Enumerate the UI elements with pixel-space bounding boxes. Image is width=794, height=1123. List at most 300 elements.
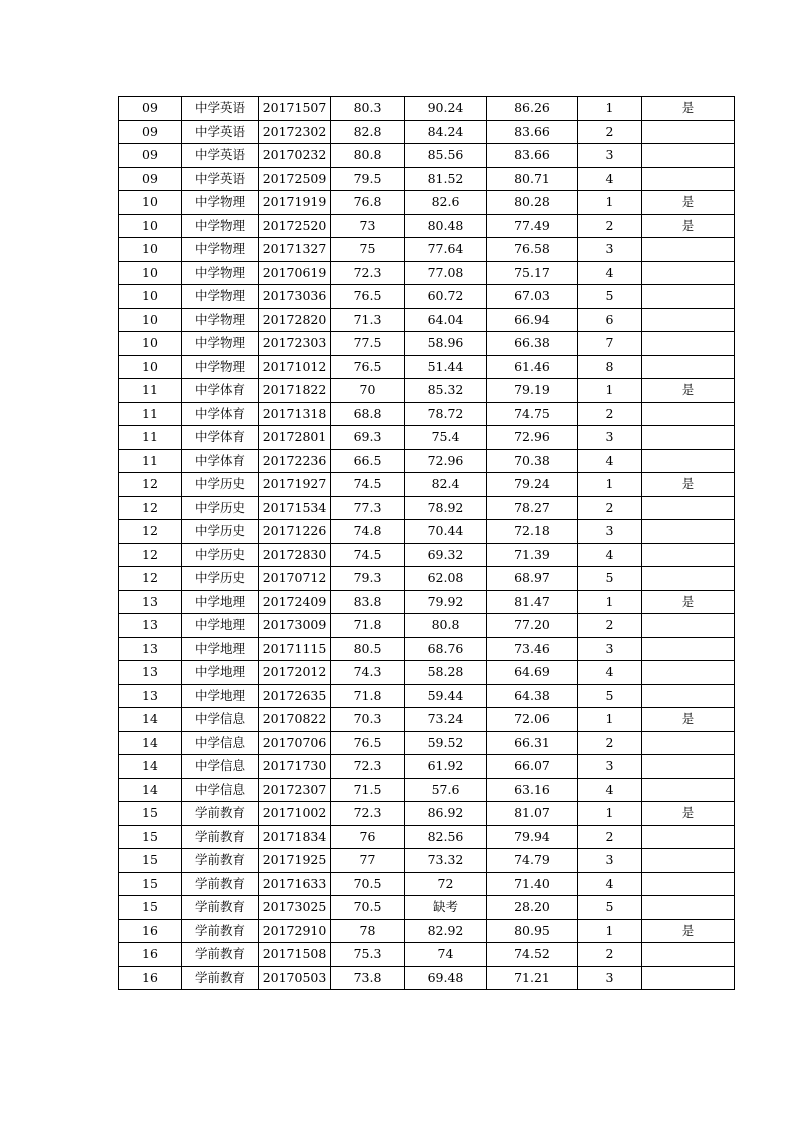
total-score-cell: 71.39 — [487, 543, 578, 567]
rank-cell: 1 — [578, 97, 642, 121]
interview-score-cell: 68.76 — [405, 637, 487, 661]
table-row — [119, 825, 735, 849]
total-score-cell: 79.94 — [487, 825, 578, 849]
position-code-cell: 10 — [119, 238, 182, 262]
rank-cell: 1 — [578, 590, 642, 614]
position-code-cell: 15 — [119, 825, 182, 849]
table-row — [119, 426, 735, 450]
written-score-cell: 76.5 — [331, 355, 405, 379]
total-score-cell: 81.47 — [487, 590, 578, 614]
qualified-cell — [642, 543, 735, 567]
total-score-cell: 66.38 — [487, 332, 578, 356]
position-code-cell: 15 — [119, 849, 182, 873]
interview-score-cell: 82.4 — [405, 473, 487, 497]
interview-score-cell: 79.92 — [405, 590, 487, 614]
rank-cell: 4 — [578, 872, 642, 896]
position-code-cell: 11 — [119, 426, 182, 450]
interview-score-cell: 51.44 — [405, 355, 487, 379]
rank-cell: 1 — [578, 919, 642, 943]
interview-score-cell: 72 — [405, 872, 487, 896]
total-score-cell: 68.97 — [487, 567, 578, 591]
table-row — [119, 778, 735, 802]
table-row — [119, 919, 735, 943]
qualified-cell — [642, 896, 735, 920]
position-code-cell: 09 — [119, 144, 182, 168]
candidate-id-cell: 20173009 — [259, 614, 331, 638]
interview-score-cell: 82.92 — [405, 919, 487, 943]
total-score-cell: 74.52 — [487, 943, 578, 967]
position-code-cell: 15 — [119, 802, 182, 826]
table-row — [119, 896, 735, 920]
subject-cell: 中学物理 — [182, 261, 259, 285]
table-row — [119, 167, 735, 191]
written-score-cell: 80.8 — [331, 144, 405, 168]
position-code-cell: 10 — [119, 214, 182, 238]
interview-score-cell: 82.6 — [405, 191, 487, 215]
interview-score-cell: 82.56 — [405, 825, 487, 849]
candidate-id-cell: 20172801 — [259, 426, 331, 450]
subject-cell: 中学信息 — [182, 731, 259, 755]
position-code-cell: 16 — [119, 966, 182, 990]
written-score-cell: 70.3 — [331, 708, 405, 732]
position-code-cell: 13 — [119, 637, 182, 661]
position-code-cell: 15 — [119, 872, 182, 896]
total-score-cell: 66.07 — [487, 755, 578, 779]
rank-cell: 4 — [578, 778, 642, 802]
interview-score-cell: 77.64 — [405, 238, 487, 262]
candidate-id-cell: 20171834 — [259, 825, 331, 849]
subject-cell: 中学信息 — [182, 755, 259, 779]
rank-cell: 2 — [578, 825, 642, 849]
candidate-id-cell: 20171534 — [259, 496, 331, 520]
subject-cell: 中学物理 — [182, 355, 259, 379]
qualified-cell — [642, 778, 735, 802]
table-row — [119, 402, 735, 426]
interview-score-cell: 64.04 — [405, 308, 487, 332]
candidate-id-cell: 20172820 — [259, 308, 331, 332]
rank-cell: 5 — [578, 896, 642, 920]
written-score-cell: 75 — [331, 238, 405, 262]
total-score-cell: 67.03 — [487, 285, 578, 309]
rank-cell: 2 — [578, 402, 642, 426]
interview-score-cell: 90.24 — [405, 97, 487, 121]
position-code-cell: 14 — [119, 755, 182, 779]
qualified-cell — [642, 449, 735, 473]
position-code-cell: 11 — [119, 402, 182, 426]
interview-score-cell: 85.56 — [405, 144, 487, 168]
qualified-cell: 是 — [642, 379, 735, 403]
subject-cell: 学前教育 — [182, 872, 259, 896]
total-score-cell: 80.28 — [487, 191, 578, 215]
total-score-cell: 64.38 — [487, 684, 578, 708]
rank-cell: 1 — [578, 802, 642, 826]
total-score-cell: 86.26 — [487, 97, 578, 121]
total-score-cell: 72.18 — [487, 520, 578, 544]
total-score-cell: 80.71 — [487, 167, 578, 191]
position-code-cell: 16 — [119, 943, 182, 967]
subject-cell: 中学物理 — [182, 191, 259, 215]
position-code-cell: 10 — [119, 261, 182, 285]
interview-score-cell: 59.44 — [405, 684, 487, 708]
subject-cell: 中学英语 — [182, 144, 259, 168]
table-row — [119, 97, 735, 121]
table-row — [119, 308, 735, 332]
total-score-cell: 76.58 — [487, 238, 578, 262]
written-score-cell: 73 — [331, 214, 405, 238]
qualified-cell — [642, 943, 735, 967]
written-score-cell: 72.3 — [331, 802, 405, 826]
position-code-cell: 12 — [119, 496, 182, 520]
qualified-cell: 是 — [642, 802, 735, 826]
candidate-id-cell: 20170232 — [259, 144, 331, 168]
table-row — [119, 120, 735, 144]
total-score-cell: 80.95 — [487, 919, 578, 943]
total-score-cell: 83.66 — [487, 120, 578, 144]
total-score-cell: 28.20 — [487, 896, 578, 920]
table-body — [119, 97, 735, 990]
written-score-cell: 79.5 — [331, 167, 405, 191]
table-row — [119, 802, 735, 826]
qualified-cell — [642, 684, 735, 708]
position-code-cell: 13 — [119, 661, 182, 685]
position-code-cell: 13 — [119, 590, 182, 614]
position-code-cell: 10 — [119, 355, 182, 379]
candidate-id-cell: 20172409 — [259, 590, 331, 614]
position-code-cell: 12 — [119, 567, 182, 591]
written-score-cell: 80.3 — [331, 97, 405, 121]
position-code-cell: 16 — [119, 919, 182, 943]
total-score-cell: 77.20 — [487, 614, 578, 638]
candidate-id-cell: 20172830 — [259, 543, 331, 567]
written-score-cell: 74.5 — [331, 543, 405, 567]
written-score-cell: 69.3 — [331, 426, 405, 450]
score-table — [118, 96, 735, 990]
table-row — [119, 637, 735, 661]
qualified-cell — [642, 355, 735, 379]
table-row — [119, 238, 735, 262]
total-score-cell: 70.38 — [487, 449, 578, 473]
qualified-cell — [642, 308, 735, 332]
qualified-cell: 是 — [642, 97, 735, 121]
interview-score-cell: 81.52 — [405, 167, 487, 191]
candidate-id-cell: 20171730 — [259, 755, 331, 779]
interview-score-cell: 77.08 — [405, 261, 487, 285]
written-score-cell: 70.5 — [331, 872, 405, 896]
written-score-cell: 77 — [331, 849, 405, 873]
candidate-id-cell: 20171508 — [259, 943, 331, 967]
table-row — [119, 755, 735, 779]
rank-cell: 5 — [578, 567, 642, 591]
rank-cell: 3 — [578, 849, 642, 873]
interview-score-cell: 78.92 — [405, 496, 487, 520]
subject-cell: 中学体育 — [182, 449, 259, 473]
position-code-cell: 11 — [119, 449, 182, 473]
interview-score-cell: 86.92 — [405, 802, 487, 826]
position-code-cell: 13 — [119, 684, 182, 708]
qualified-cell: 是 — [642, 708, 735, 732]
subject-cell: 中学英语 — [182, 97, 259, 121]
rank-cell: 1 — [578, 708, 642, 732]
subject-cell: 中学体育 — [182, 402, 259, 426]
total-score-cell: 73.46 — [487, 637, 578, 661]
rank-cell: 3 — [578, 755, 642, 779]
interview-score-cell: 60.72 — [405, 285, 487, 309]
rank-cell: 1 — [578, 473, 642, 497]
interview-score-cell: 84.24 — [405, 120, 487, 144]
position-code-cell: 13 — [119, 614, 182, 638]
written-score-cell: 77.3 — [331, 496, 405, 520]
interview-score-cell: 85.32 — [405, 379, 487, 403]
qualified-cell — [642, 966, 735, 990]
written-score-cell: 72.3 — [331, 755, 405, 779]
interview-score-cell: 59.52 — [405, 731, 487, 755]
position-code-cell: 10 — [119, 285, 182, 309]
total-score-cell: 83.66 — [487, 144, 578, 168]
position-code-cell: 15 — [119, 896, 182, 920]
rank-cell: 4 — [578, 543, 642, 567]
total-score-cell: 77.49 — [487, 214, 578, 238]
rank-cell: 2 — [578, 120, 642, 144]
candidate-id-cell: 20172302 — [259, 120, 331, 144]
qualified-cell — [642, 849, 735, 873]
rank-cell: 2 — [578, 496, 642, 520]
table-row — [119, 285, 735, 309]
qualified-cell — [642, 238, 735, 262]
subject-cell: 中学历史 — [182, 496, 259, 520]
candidate-id-cell: 20170619 — [259, 261, 331, 285]
table-row — [119, 191, 735, 215]
written-score-cell: 74.8 — [331, 520, 405, 544]
interview-score-cell: 72.96 — [405, 449, 487, 473]
position-code-cell: 11 — [119, 379, 182, 403]
interview-score-cell: 58.28 — [405, 661, 487, 685]
interview-score-cell: 缺考 — [405, 896, 487, 920]
interview-score-cell: 57.6 — [405, 778, 487, 802]
written-score-cell: 70 — [331, 379, 405, 403]
rank-cell: 8 — [578, 355, 642, 379]
subject-cell: 中学历史 — [182, 543, 259, 567]
rank-cell: 6 — [578, 308, 642, 332]
subject-cell: 中学物理 — [182, 308, 259, 332]
subject-cell: 中学地理 — [182, 637, 259, 661]
position-code-cell: 09 — [119, 97, 182, 121]
qualified-cell — [642, 661, 735, 685]
written-score-cell: 72.3 — [331, 261, 405, 285]
written-score-cell: 80.5 — [331, 637, 405, 661]
written-score-cell: 76.5 — [331, 285, 405, 309]
subject-cell: 中学物理 — [182, 238, 259, 262]
interview-score-cell: 78.72 — [405, 402, 487, 426]
interview-score-cell: 73.32 — [405, 849, 487, 873]
position-code-cell: 10 — [119, 308, 182, 332]
subject-cell: 中学地理 — [182, 661, 259, 685]
rank-cell: 4 — [578, 449, 642, 473]
table-row — [119, 590, 735, 614]
total-score-cell: 72.96 — [487, 426, 578, 450]
rank-cell: 4 — [578, 261, 642, 285]
interview-score-cell: 70.44 — [405, 520, 487, 544]
qualified-cell — [642, 496, 735, 520]
rank-cell: 1 — [578, 379, 642, 403]
qualified-cell — [642, 332, 735, 356]
written-score-cell: 74.3 — [331, 661, 405, 685]
written-score-cell: 73.8 — [331, 966, 405, 990]
written-score-cell: 76.8 — [331, 191, 405, 215]
rank-cell: 5 — [578, 684, 642, 708]
candidate-id-cell: 20171327 — [259, 238, 331, 262]
candidate-id-cell: 20173025 — [259, 896, 331, 920]
subject-cell: 中学信息 — [182, 778, 259, 802]
qualified-cell — [642, 825, 735, 849]
candidate-id-cell: 20172012 — [259, 661, 331, 685]
rank-cell: 3 — [578, 426, 642, 450]
interview-score-cell: 80.48 — [405, 214, 487, 238]
candidate-id-cell: 20172520 — [259, 214, 331, 238]
rank-cell: 3 — [578, 520, 642, 544]
interview-score-cell: 69.48 — [405, 966, 487, 990]
written-score-cell: 82.8 — [331, 120, 405, 144]
qualified-cell — [642, 167, 735, 191]
rank-cell: 3 — [578, 966, 642, 990]
candidate-id-cell: 20171318 — [259, 402, 331, 426]
total-score-cell: 63.16 — [487, 778, 578, 802]
candidate-id-cell: 20171507 — [259, 97, 331, 121]
interview-score-cell: 80.8 — [405, 614, 487, 638]
qualified-cell — [642, 144, 735, 168]
interview-score-cell: 74 — [405, 943, 487, 967]
table-row — [119, 943, 735, 967]
table-row — [119, 731, 735, 755]
subject-cell: 学前教育 — [182, 919, 259, 943]
table-row — [119, 684, 735, 708]
total-score-cell: 66.31 — [487, 731, 578, 755]
position-code-cell: 12 — [119, 520, 182, 544]
interview-score-cell: 75.4 — [405, 426, 487, 450]
subject-cell: 中学地理 — [182, 590, 259, 614]
subject-cell: 中学历史 — [182, 567, 259, 591]
table-row — [119, 567, 735, 591]
written-score-cell: 68.8 — [331, 402, 405, 426]
total-score-cell: 79.19 — [487, 379, 578, 403]
qualified-cell: 是 — [642, 473, 735, 497]
candidate-id-cell: 20172635 — [259, 684, 331, 708]
candidate-id-cell: 20172910 — [259, 919, 331, 943]
subject-cell: 中学历史 — [182, 520, 259, 544]
written-score-cell: 77.5 — [331, 332, 405, 356]
rank-cell: 3 — [578, 238, 642, 262]
written-score-cell: 74.5 — [331, 473, 405, 497]
qualified-cell — [642, 567, 735, 591]
rank-cell: 4 — [578, 167, 642, 191]
total-score-cell: 71.21 — [487, 966, 578, 990]
candidate-id-cell: 20170712 — [259, 567, 331, 591]
rank-cell: 2 — [578, 214, 642, 238]
candidate-id-cell: 20171919 — [259, 191, 331, 215]
qualified-cell — [642, 402, 735, 426]
subject-cell: 中学英语 — [182, 167, 259, 191]
qualified-cell: 是 — [642, 214, 735, 238]
position-code-cell: 12 — [119, 543, 182, 567]
candidate-id-cell: 20170503 — [259, 966, 331, 990]
subject-cell: 中学信息 — [182, 708, 259, 732]
table-row — [119, 520, 735, 544]
candidate-id-cell: 20172509 — [259, 167, 331, 191]
subject-cell: 中学物理 — [182, 285, 259, 309]
total-score-cell: 78.27 — [487, 496, 578, 520]
candidate-id-cell: 20170822 — [259, 708, 331, 732]
rank-cell: 7 — [578, 332, 642, 356]
subject-cell: 学前教育 — [182, 896, 259, 920]
table-row — [119, 543, 735, 567]
table-row — [119, 849, 735, 873]
written-score-cell: 70.5 — [331, 896, 405, 920]
total-score-cell: 71.40 — [487, 872, 578, 896]
candidate-id-cell: 20171925 — [259, 849, 331, 873]
table-row — [119, 661, 735, 685]
qualified-cell: 是 — [642, 191, 735, 215]
position-code-cell: 14 — [119, 708, 182, 732]
candidate-id-cell: 20171115 — [259, 637, 331, 661]
table-row — [119, 355, 735, 379]
rank-cell: 2 — [578, 731, 642, 755]
table-row — [119, 496, 735, 520]
candidate-id-cell: 20171822 — [259, 379, 331, 403]
position-code-cell: 10 — [119, 332, 182, 356]
candidate-id-cell: 20171633 — [259, 872, 331, 896]
position-code-cell: 09 — [119, 167, 182, 191]
interview-score-cell: 62.08 — [405, 567, 487, 591]
candidate-id-cell: 20171927 — [259, 473, 331, 497]
total-score-cell: 75.17 — [487, 261, 578, 285]
interview-score-cell: 73.24 — [405, 708, 487, 732]
written-score-cell: 79.3 — [331, 567, 405, 591]
written-score-cell: 75.3 — [331, 943, 405, 967]
total-score-cell: 66.94 — [487, 308, 578, 332]
subject-cell: 中学历史 — [182, 473, 259, 497]
total-score-cell: 81.07 — [487, 802, 578, 826]
qualified-cell — [642, 731, 735, 755]
written-score-cell: 83.8 — [331, 590, 405, 614]
candidate-id-cell: 20172307 — [259, 778, 331, 802]
qualified-cell: 是 — [642, 919, 735, 943]
candidate-id-cell: 20172236 — [259, 449, 331, 473]
position-code-cell: 09 — [119, 120, 182, 144]
subject-cell: 学前教育 — [182, 966, 259, 990]
table-row — [119, 144, 735, 168]
written-score-cell: 71.3 — [331, 308, 405, 332]
subject-cell: 学前教育 — [182, 849, 259, 873]
table-row — [119, 332, 735, 356]
total-score-cell: 74.79 — [487, 849, 578, 873]
candidate-id-cell: 20172303 — [259, 332, 331, 356]
rank-cell: 5 — [578, 285, 642, 309]
table-row — [119, 449, 735, 473]
written-score-cell: 71.8 — [331, 614, 405, 638]
subject-cell: 中学物理 — [182, 332, 259, 356]
rank-cell: 2 — [578, 614, 642, 638]
rank-cell: 4 — [578, 661, 642, 685]
table-row — [119, 614, 735, 638]
candidate-id-cell: 20171226 — [259, 520, 331, 544]
subject-cell: 学前教育 — [182, 802, 259, 826]
qualified-cell — [642, 261, 735, 285]
table-row — [119, 379, 735, 403]
subject-cell: 中学英语 — [182, 120, 259, 144]
total-score-cell: 72.06 — [487, 708, 578, 732]
position-code-cell: 10 — [119, 191, 182, 215]
candidate-id-cell: 20171012 — [259, 355, 331, 379]
qualified-cell — [642, 520, 735, 544]
